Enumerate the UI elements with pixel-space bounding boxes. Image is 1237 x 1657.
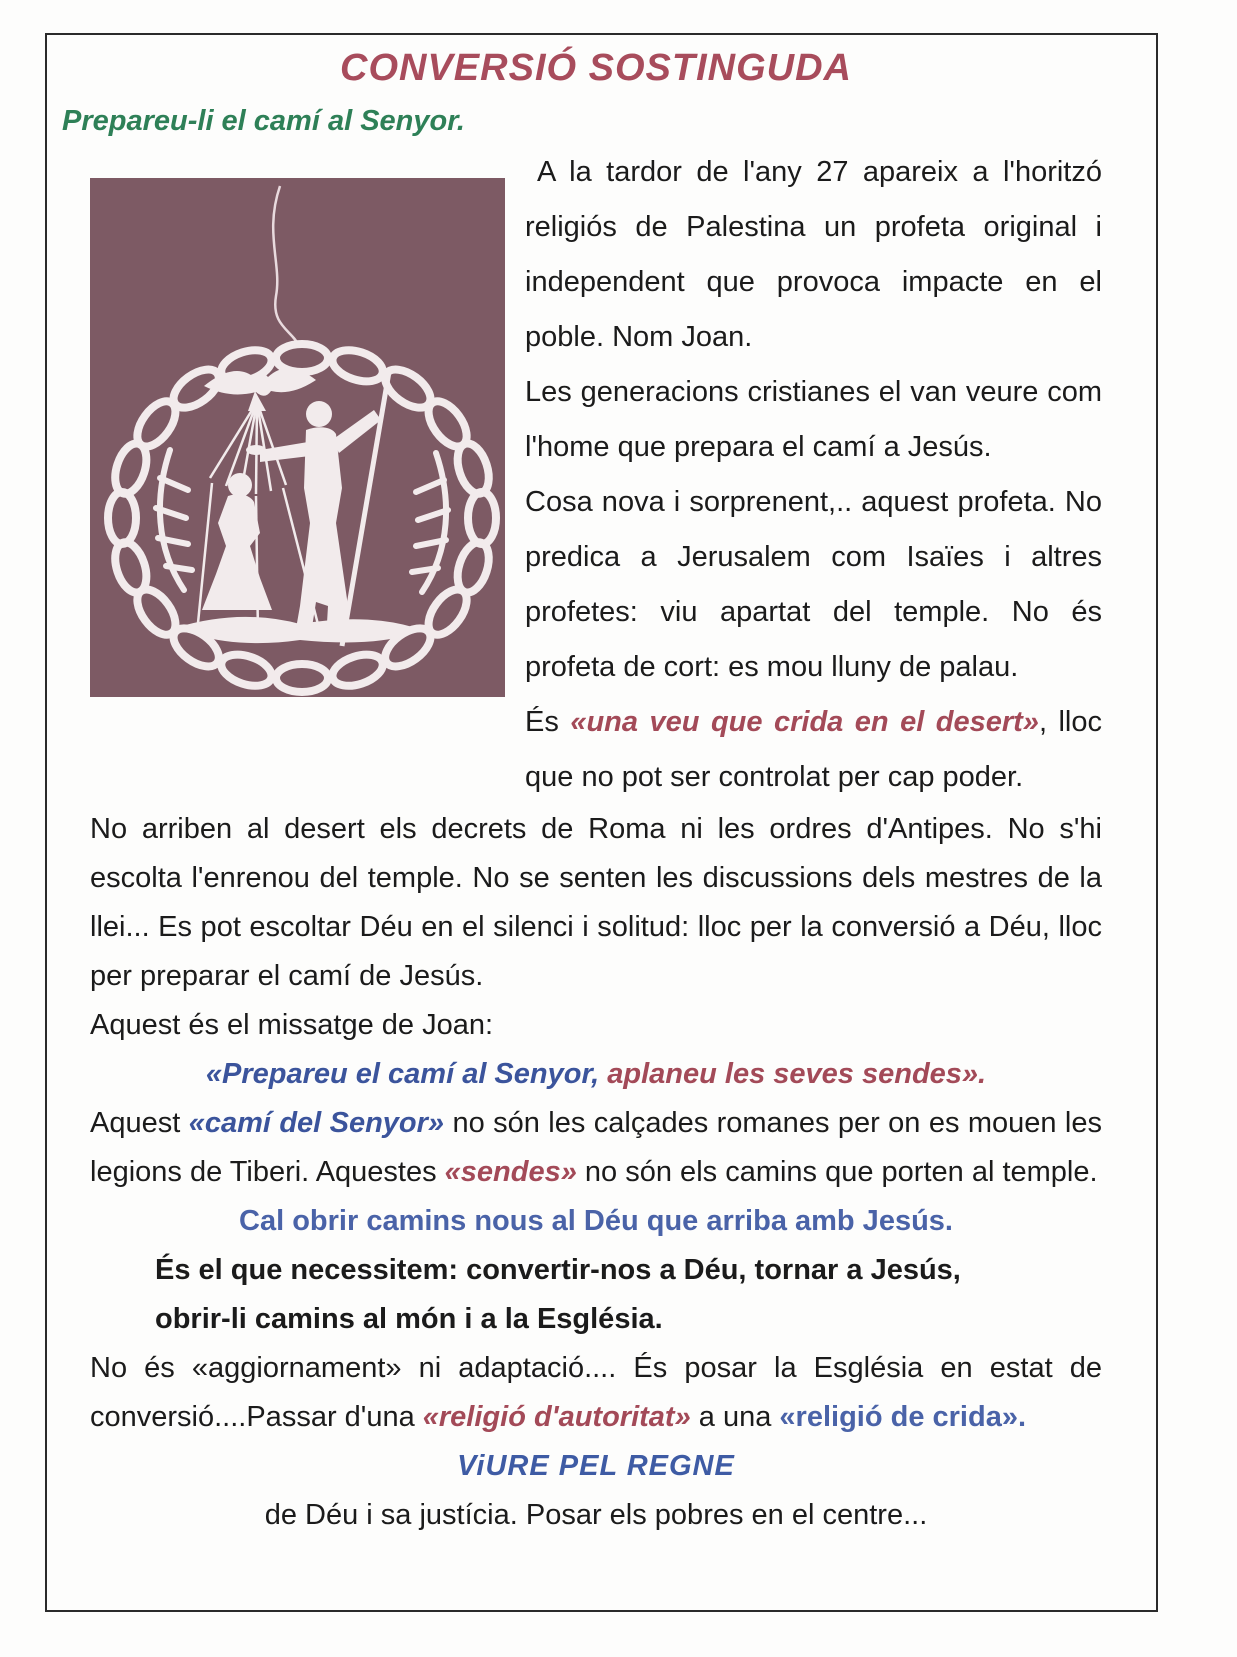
text-segment: a una [690, 1401, 780, 1433]
quote-veu-desert: «una veu que crida en el desert» [570, 706, 1039, 738]
paragraph-profeta: Cosa nova i sorprenent,.. aquest profeta. No predica a Jerusalem com Isaïes i altres profetes: viu apartat del temple. No és profeta de cort: es mou lluny de palau. [525, 486, 1102, 683]
line-justicia: de Déu i sa justícia. Posar els pobres en el centre... [264, 1499, 928, 1531]
paragraph-generacions: Les generacions cristianes el van veure com l'home que prepara el camí a Jesús. [525, 376, 1102, 463]
line-cal-obrir: Cal obrir camins nous al Déu que arriba amb Jesús. [239, 1205, 953, 1237]
page-subtitle: Prepareu-li el camí al Senyor. [62, 105, 465, 137]
quote-prepareu [90, 1050, 1102, 1099]
line-obrir-li: obrir-li camins al món i a la Església. [155, 1303, 663, 1335]
quote-sendes: «sendes» [444, 1156, 577, 1188]
text-segment: no són els camins que porten al temple. [576, 1156, 1098, 1188]
quote-cami-senyor: «camí del Senyor» [188, 1107, 445, 1139]
paragraph-intro: A la tardor de l'any 27 apareix a l'horitzó religiós de Palestina un profeta original i independent que provoca impacte en el poble. Nom Joan. [525, 156, 1102, 353]
paragraph-cami-senyor [90, 1099, 1102, 1197]
page-content [62, 40, 1102, 1540]
text-segment: Aquest [90, 1107, 189, 1139]
paragraph-aggiornament [90, 1344, 1102, 1442]
illustration-float [90, 145, 525, 790]
quote-aplaneu-red: aplaneu les seves sendes». [607, 1058, 987, 1090]
baptism-illustration [90, 178, 505, 697]
quote-religio-crida: «religió de crida». [779, 1401, 1027, 1433]
text-segment: , lloc que no pot ser controlat per cap poder. [525, 706, 1102, 793]
page-title: CONVERSIÓ SOSTINGUDA [340, 47, 852, 89]
body-text [90, 145, 1102, 1540]
quote-prepareu-blue: «Prepareu el camí al Senyor, [205, 1058, 608, 1090]
line-necessitem: És el que necessitem: convertir-nos a Déu, tornar a Jesús, [155, 1254, 961, 1286]
line-viure-regne: ViURE PEL REGNE [457, 1450, 735, 1482]
paragraph-missatge: Aquest és el missatge de Joan: [90, 1009, 494, 1041]
text-segment: No és «aggiornament» ni adaptació.... És posar la Església en estat de conversió....Passar d'una [90, 1352, 1102, 1433]
text-segment: no són les calçades romanes per on es mouen les legions de Tiberi. Aquestes [90, 1107, 1102, 1188]
quote-religio-autoritat: «religió d'autoritat» [422, 1401, 691, 1433]
paragraph-desert: No arriben al desert els decrets de Roma ni les ordres d'Antipes. No s'hi escolta l'enrenou del temple. No se senten les discussions dels mestres de la llei... Es pot escoltar Déu en el silenci i solitud: lloc per la conversió a Déu, lloc per preparar el camí de Jesús. [90, 813, 1102, 992]
text-segment: És [525, 706, 571, 738]
